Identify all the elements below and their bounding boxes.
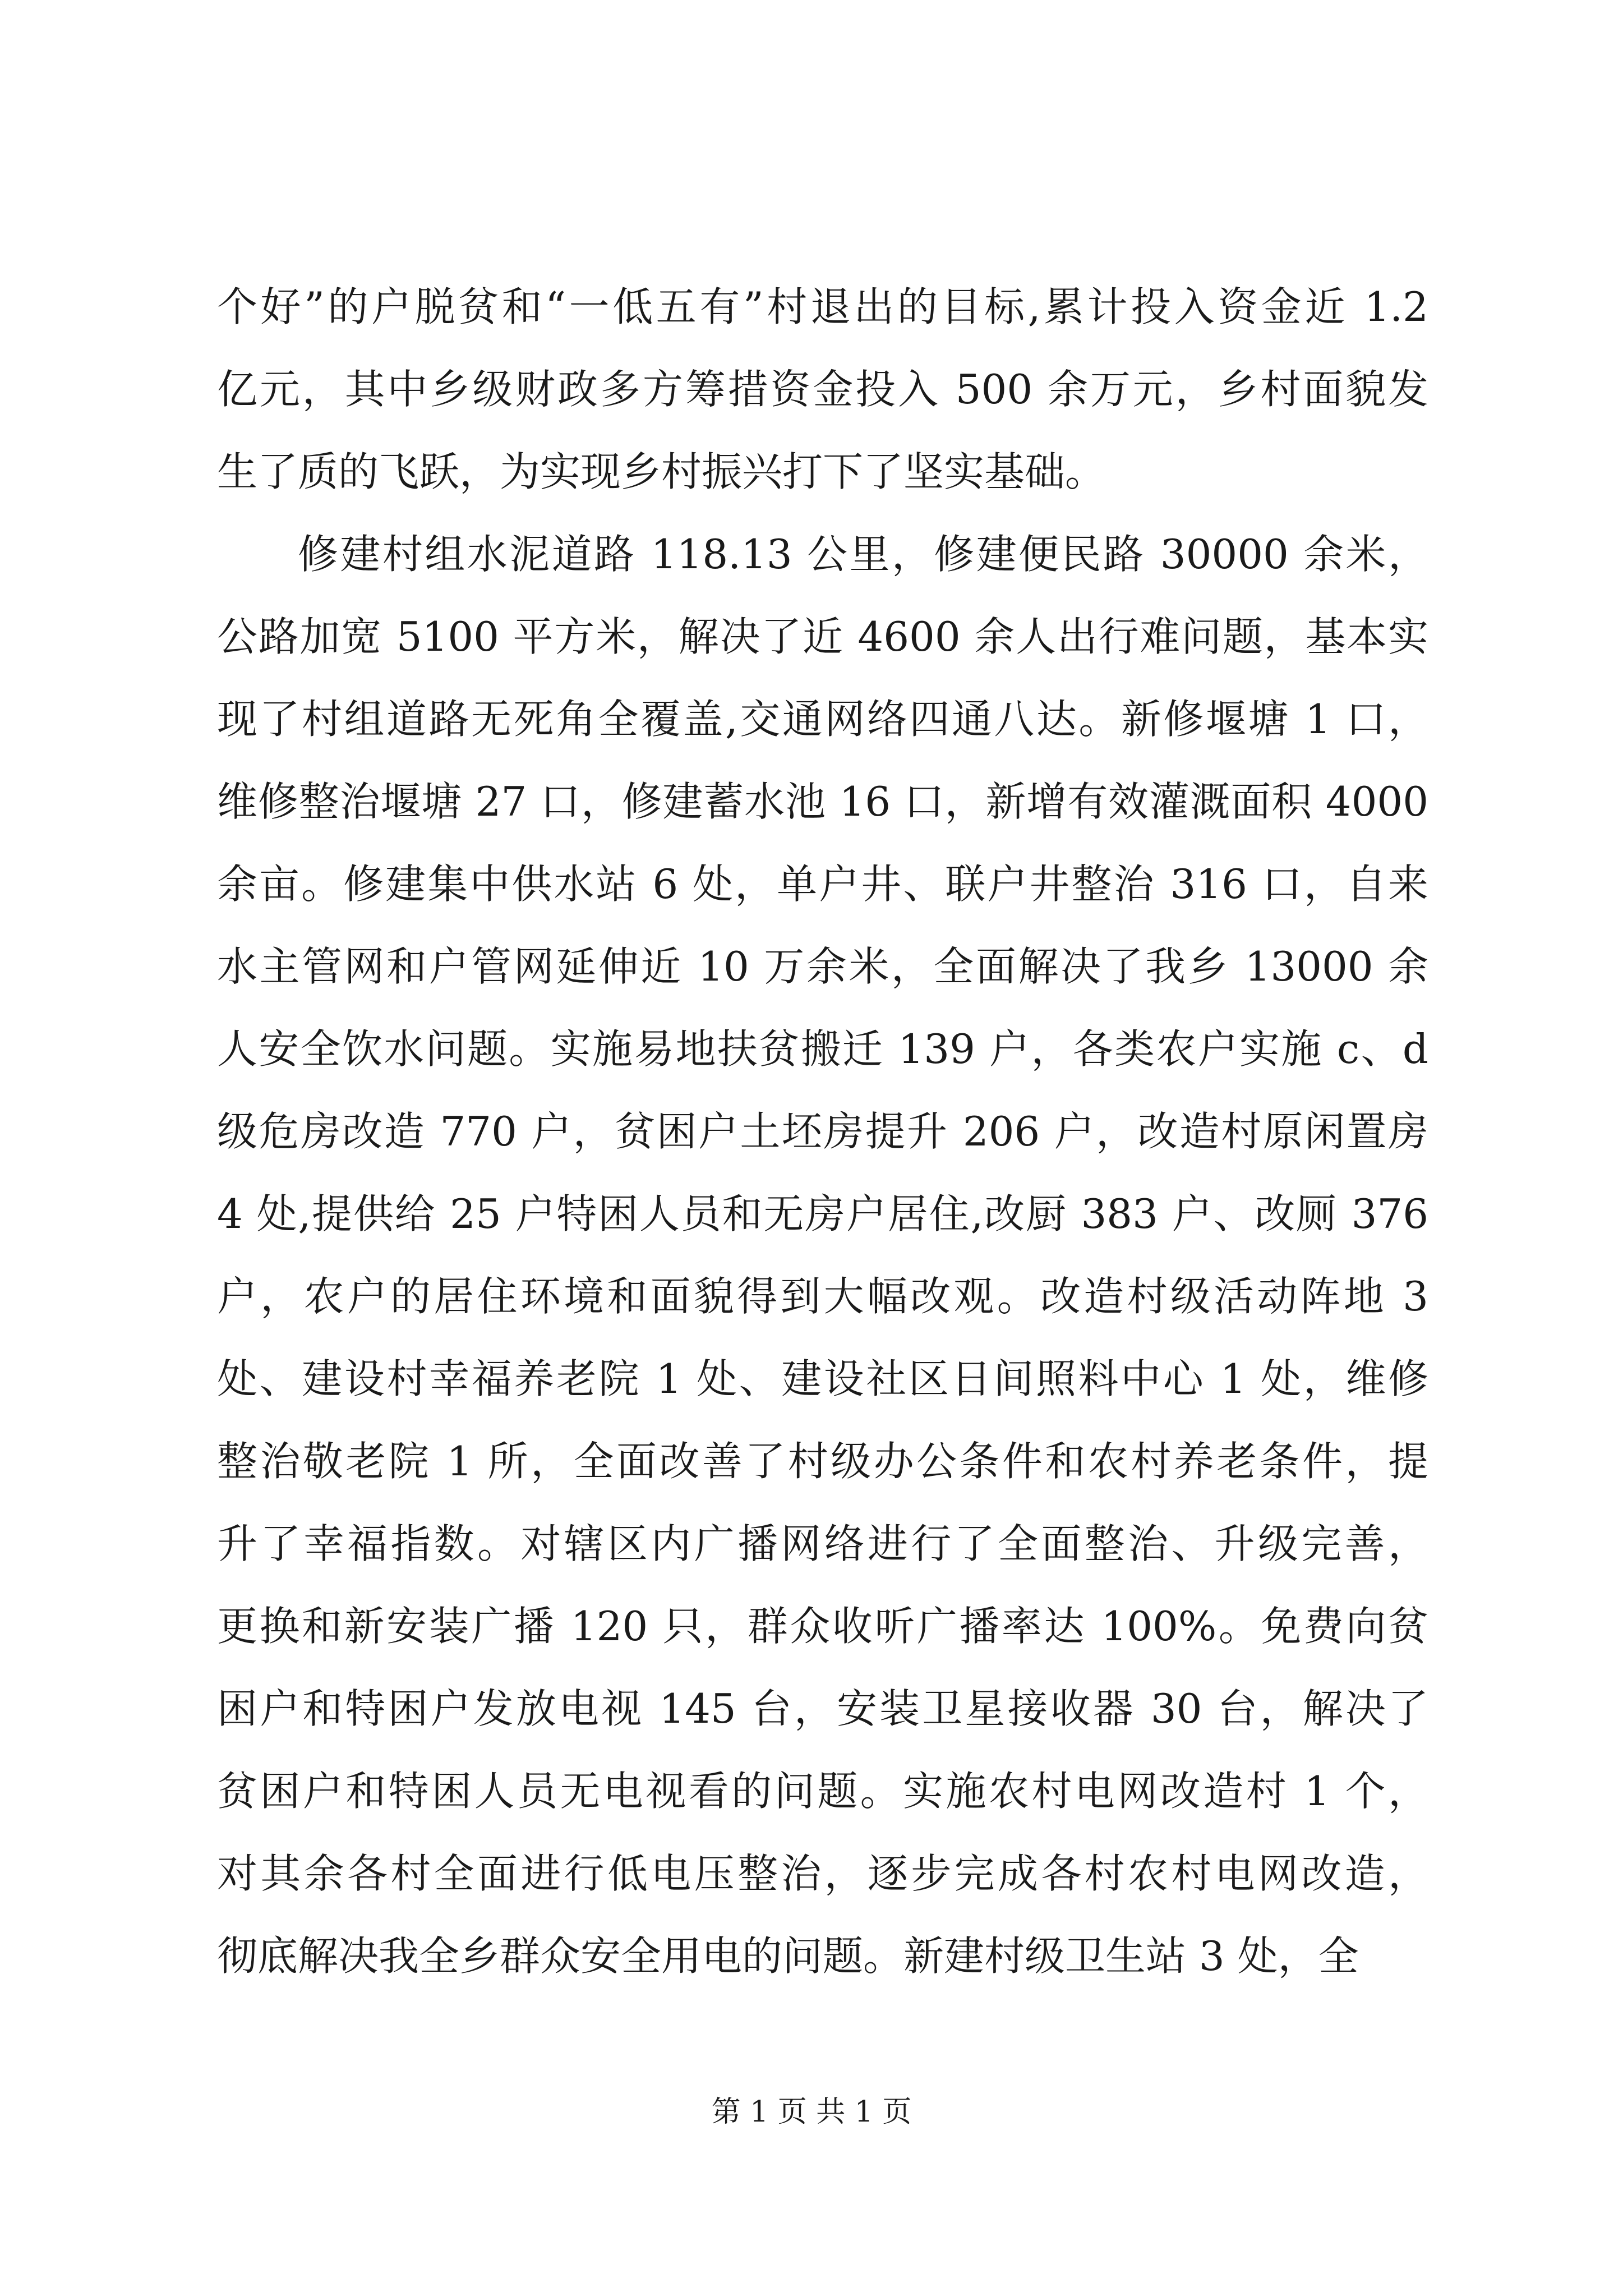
text-line: 水主管网和户管网延伸近 10 万余米，全面解决了我乡 13000 余 [217, 943, 1428, 990]
text-line: 对其余各村全面进行低电压整治，逐步完成各村农村电网改造， [217, 1850, 1428, 1897]
page-footer: 第 1 页 共 1 页 [711, 2095, 912, 2129]
text-line: 人安全饮水问题。实施易地扶贫搬迁 139 户，各类农户实施 c、d [217, 1025, 1428, 1073]
text-line: 4 处,提供给 25 户特困人员和无房户居住,改厨 383 户、改厕 376 [217, 1190, 1428, 1237]
document-body [217, 266, 1428, 1998]
text-line: 贫困户和特困人员无电视看的问题。实施农村电网改造村 1 个， [217, 1768, 1428, 1815]
text-line: 修建村组水泥道路 118.13 公里，修建便民路 30000 余米， [298, 531, 1428, 578]
text-line: 余亩。修建集中供水站 6 处，单户井、联户井整治 316 口，自来 [217, 861, 1428, 908]
text-line: 户，农户的居住环境和面貌得到大幅改观。改造村级活动阵地 3 [217, 1273, 1428, 1320]
text-line: 整治敬老院 1 所，全面改善了村级办公条件和农村养老条件，提 [217, 1438, 1428, 1485]
text-line: 现了村组道路无死角全覆盖,交通网络四通八达。新修堰塘 1 口， [217, 696, 1428, 743]
text-line: 更换和新安装广播 120 只，群众收听广播率达 100%。免费向贫 [217, 1603, 1428, 1650]
paragraph [217, 266, 1428, 513]
text-line: 彻底解决我全乡群众安全用电的问题。新建村级卫生站 3 处，全 [217, 1932, 1359, 1980]
text-line: 生了质的飞跃，为实现乡村振兴打下了坚实基础。 [217, 448, 1106, 495]
text-line: 个好”的户脱贫和“一低五有”村退出的目标,累计投入资金近 1.2 [217, 283, 1428, 330]
text-line: 维修整治堰塘 27 口，修建蓄水池 16 口，新增有效灌溉面积 4000 [217, 778, 1428, 825]
text-line: 处、建设村幸福养老院 1 处、建设社区日间照料中心 1 处，维修 [217, 1355, 1428, 1402]
text-line: 困户和特困户发放电视 145 台，安装卫星接收器 30 台，解决了 [217, 1685, 1428, 1732]
text-line: 级危房改造 770 户，贫困户土坯房提升 206 户，改造村原闲置房 [217, 1108, 1428, 1155]
text-line: 公路加宽 5100 平方米，解决了近 4600 余人出行难问题，基本实 [217, 613, 1428, 660]
paragraph [217, 513, 1428, 1998]
text-line: 升了幸福指数。对辖区内广播网络进行了全面整治、升级完善， [217, 1520, 1428, 1567]
text-line: 亿元，其中乡级财政多方筹措资金投入 500 余万元，乡村面貌发 [217, 366, 1428, 413]
